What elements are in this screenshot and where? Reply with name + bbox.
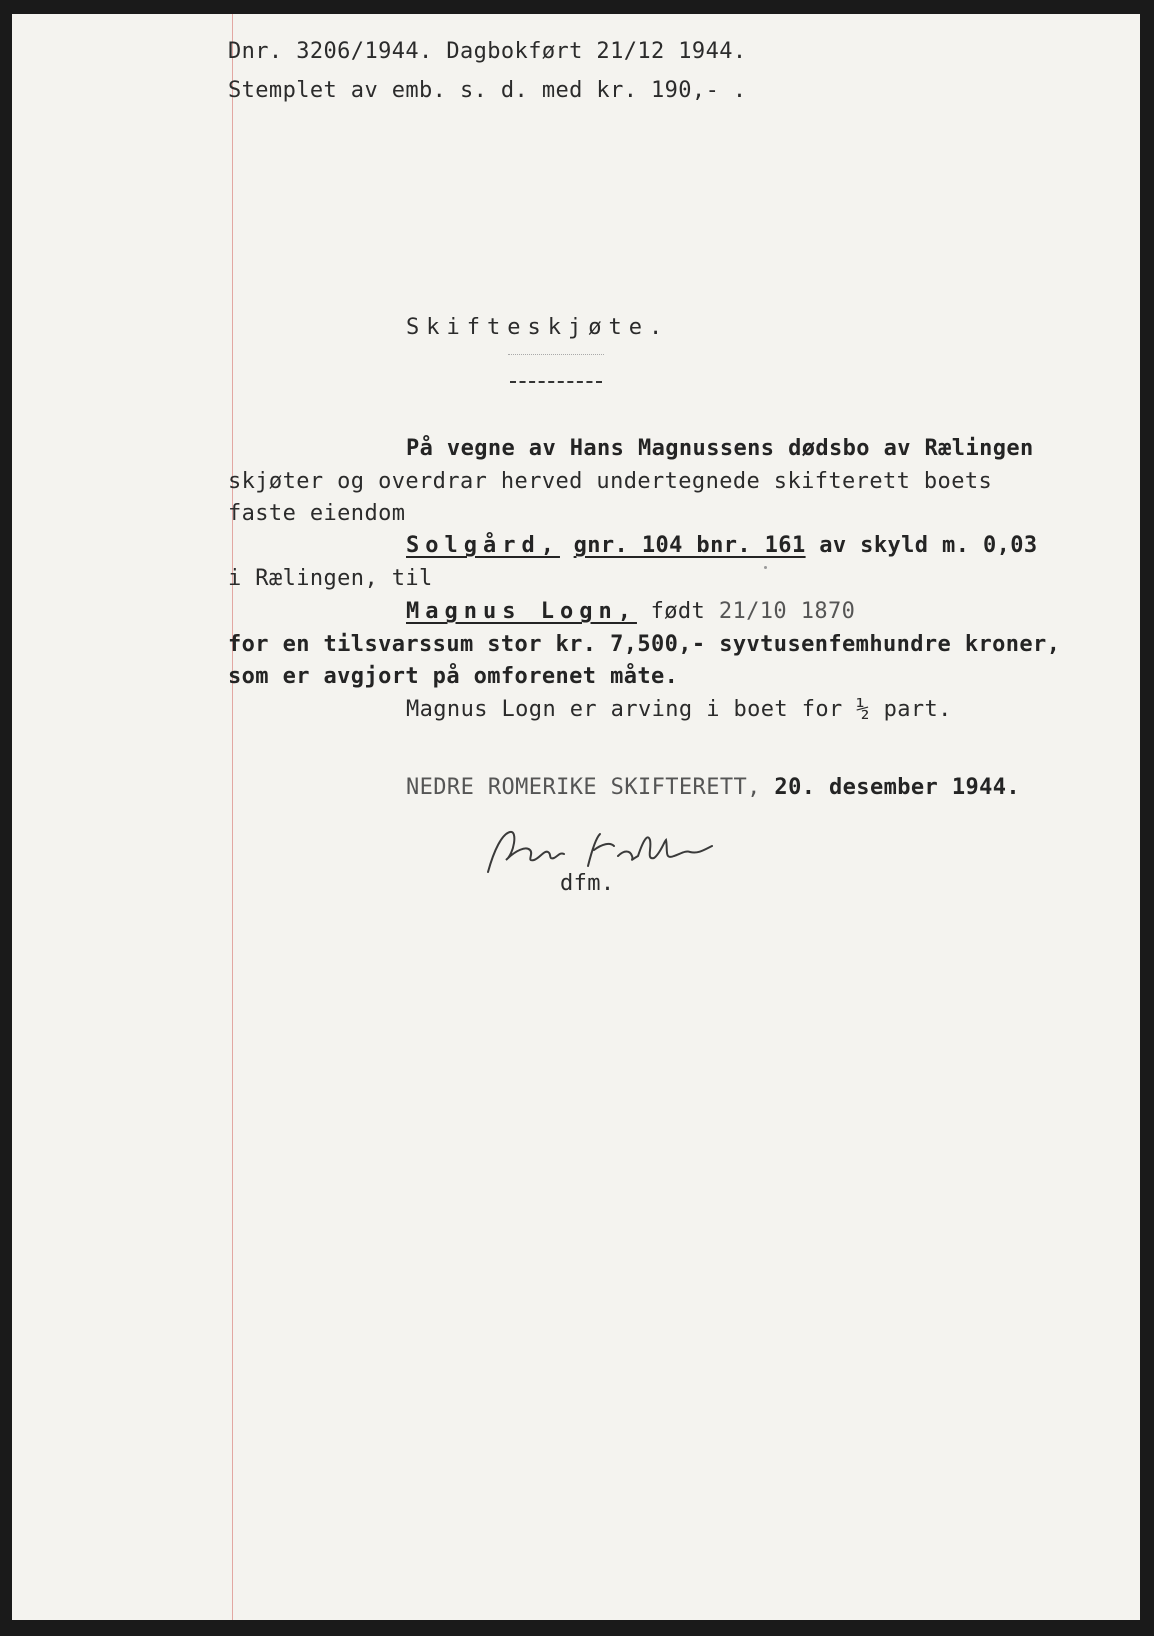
stamp-duty-line: Stemplet av emb. s. d. med kr. 190,- . — [228, 78, 747, 103]
price-line-1: for en tilsvarssum stor kr. 7,500,- syvtusenfemhundre kroner, — [228, 632, 1061, 657]
heir-text: Magnus Logn er arving i boet for — [406, 697, 857, 722]
buyer-line — [406, 598, 855, 626]
document-title: Skifteskjøte. — [406, 315, 670, 340]
court-name: NEDRE ROMERIKE SKIFTERETT, — [406, 775, 761, 800]
born-label: født — [636, 599, 719, 624]
signer-title: dfm. — [560, 871, 615, 896]
price-line-2: som er avgjort på omforenet måte. — [228, 664, 679, 689]
property-ids: gnr. 104 bnr. 161 — [573, 533, 806, 558]
title-dashed-rule — [510, 381, 602, 383]
title-dotted-rule — [508, 354, 604, 355]
court-date: 20. desember 1944. — [760, 775, 1021, 800]
property-assessment: av skyld m. 0,03 — [805, 533, 1038, 558]
born-date: 21/10 1870 — [718, 599, 856, 624]
body-line-2: skjøter og overdrar herved undertegnede skifterett boets — [228, 469, 993, 494]
court-line — [406, 774, 1020, 802]
heir-fraction: ½ — [856, 697, 870, 722]
buyer-name: Magnus Logn, — [406, 599, 637, 624]
property-line — [406, 532, 1038, 560]
body-line-1: På vegne av Hans Magnussens dødsbo av Rælingen — [406, 436, 1034, 461]
body-line-3: faste eiendom — [228, 501, 406, 526]
registration-line: Dnr. 3206/1944. Dagbokført 21/12 1944. — [228, 39, 747, 64]
ink-speck — [764, 566, 767, 569]
property-name: Solgård, — [406, 533, 560, 558]
heir-line — [406, 696, 952, 724]
document-page — [12, 14, 1140, 1620]
location-line: i Rælingen, til — [228, 566, 433, 591]
margin-rule — [232, 14, 233, 1620]
heir-part: part. — [869, 697, 952, 722]
